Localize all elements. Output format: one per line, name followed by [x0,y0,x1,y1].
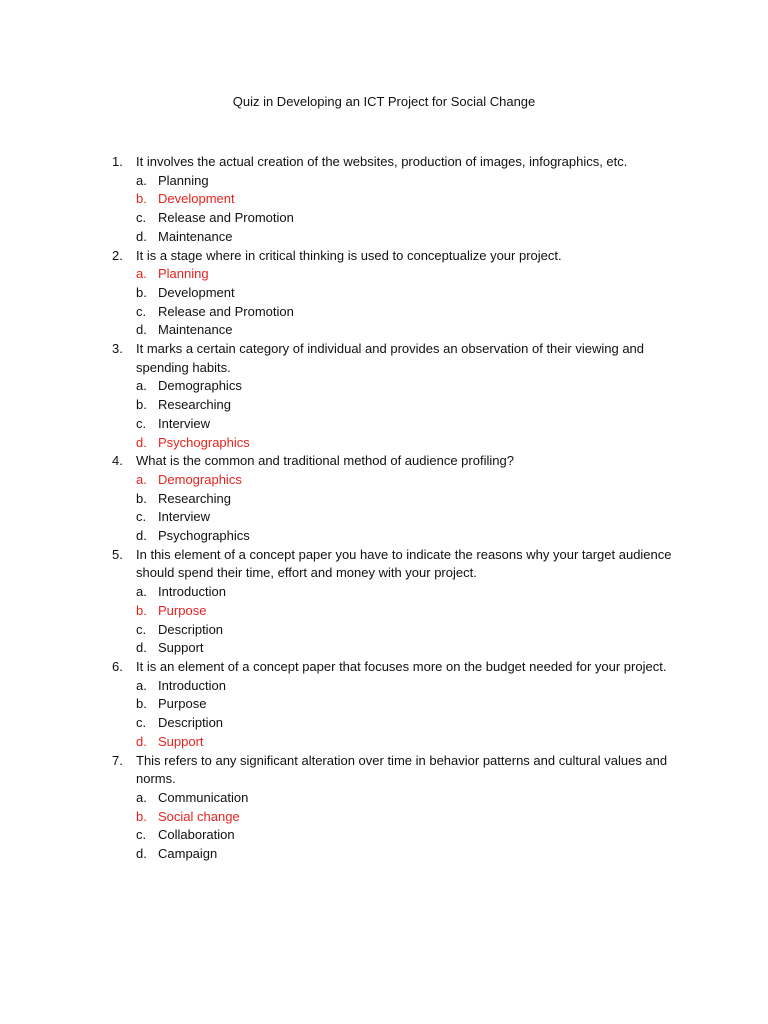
option-letter: d. [136,846,147,862]
option-letter: b. [136,696,147,712]
answer-option [136,415,672,434]
answer-option [136,826,672,845]
question-number: 5. [112,546,123,562]
option-text: Support [158,733,204,749]
question-number: 3. [112,341,123,357]
option-letter: d. [136,322,147,338]
answer-option-correct [136,733,672,752]
question-text: What is the common and traditional method of audience profiling? [136,453,514,469]
answer-option [136,789,672,808]
answer-option [136,583,672,602]
answer-option [136,490,672,509]
option-letter: a. [136,584,147,600]
option-text: Collaboration [158,827,235,843]
option-letter: b. [136,602,147,618]
option-text: Interview [158,509,211,525]
option-letter: c. [136,303,147,319]
option-text: Planning [158,266,209,282]
answer-option [136,209,672,228]
question-5 [112,546,672,658]
option-text: Introduction [158,677,226,693]
option-letter: b. [136,284,147,300]
answer-option-correct [136,808,672,827]
answer-option [136,303,672,322]
option-letter: b. [136,191,147,207]
question-1 [112,153,672,247]
option-letter: a. [136,378,147,394]
option-text: Release and Promotion [158,303,294,319]
option-text: Psychographics [158,528,250,544]
answer-option [136,172,672,191]
option-letter: c. [136,715,147,731]
answer-option-correct [136,471,672,490]
answer-option [136,321,672,340]
option-text: Maintenance [158,322,233,338]
option-text: Development [158,191,235,207]
option-text: Description [158,715,224,731]
option-letter: a. [136,677,147,693]
option-text: Researching [158,490,231,506]
option-letter: b. [136,808,147,824]
question-7 [112,752,672,864]
option-letter: d. [136,528,147,544]
question-number: 2. [112,247,123,263]
option-text: Campaign [158,846,218,862]
option-letter: a. [136,471,147,487]
option-letter: c. [136,509,147,525]
page-title: Quiz in Developing an ICT Project for Social Change [232,94,536,109]
option-text: Demographics [158,378,242,394]
option-text: Communication [158,789,249,805]
answer-option [136,639,672,658]
answer-option-correct [136,602,672,621]
option-text: Purpose [158,696,207,712]
question-3 [112,340,672,452]
option-letter: a. [136,172,147,188]
answer-option [136,228,672,247]
answer-option-correct [136,434,672,453]
option-letter: c. [136,827,147,843]
question-4 [112,452,672,546]
option-text: Release and Promotion [158,210,294,226]
option-text: Support [158,640,204,656]
question-text: It marks a certain category of individual and provides an observation of their viewing and spending habits. [136,341,645,375]
option-text: Social change [158,808,240,824]
option-letter: a. [136,789,147,805]
question-number: 7. [112,752,123,768]
option-letter: c. [136,415,147,431]
answer-option [136,377,672,396]
question-6 [112,658,672,752]
question-text: In this element of a concept paper you have to indicate the reasons why your target audience should spend their time, effort and money with your project. [136,546,672,581]
answer-option [136,527,672,546]
option-letter: d. [136,733,147,749]
option-letter: b. [136,397,147,413]
option-letter: b. [136,490,147,506]
answer-option [136,695,672,714]
answer-option-correct [136,265,672,284]
answer-option-correct [136,190,672,209]
question-text: It involves the actual creation of the websites, production of images, infographics, etc. [136,154,628,169]
option-text: Interview [158,415,211,431]
question-number: 6. [112,658,123,674]
question-text: It is an element of a concept paper that focuses more on the budget needed for your project. [136,658,667,674]
answer-option [136,621,672,640]
answer-option [136,508,672,527]
answer-option [136,714,672,733]
option-text: Demographics [158,471,242,487]
option-letter: c. [136,210,147,226]
option-letter: c. [136,621,147,637]
option-text: Description [158,621,224,637]
option-text: Purpose [158,602,207,618]
question-2 [112,247,672,341]
option-text: Researching [158,397,231,413]
question-number: 1. [112,154,123,169]
option-letter: d. [136,434,147,450]
answer-option [136,677,672,696]
answer-option [136,845,672,864]
answer-option [136,284,672,303]
quiz-list [112,153,672,864]
option-text: Development [158,284,235,300]
option-letter: a. [136,266,147,282]
option-text: Introduction [158,584,226,600]
question-number: 4. [112,453,123,469]
option-text: Psychographics [158,434,250,450]
option-text: Planning [158,172,209,188]
question-text: This refers to any significant alteration over time in behavior patterns and cultural values and norms. [136,752,668,787]
option-text: Maintenance [158,228,233,244]
answer-option [136,396,672,415]
question-text: It is a stage where in critical thinking is used to conceptualize your project. [136,247,562,263]
option-letter: d. [136,640,147,656]
option-letter: d. [136,228,147,244]
